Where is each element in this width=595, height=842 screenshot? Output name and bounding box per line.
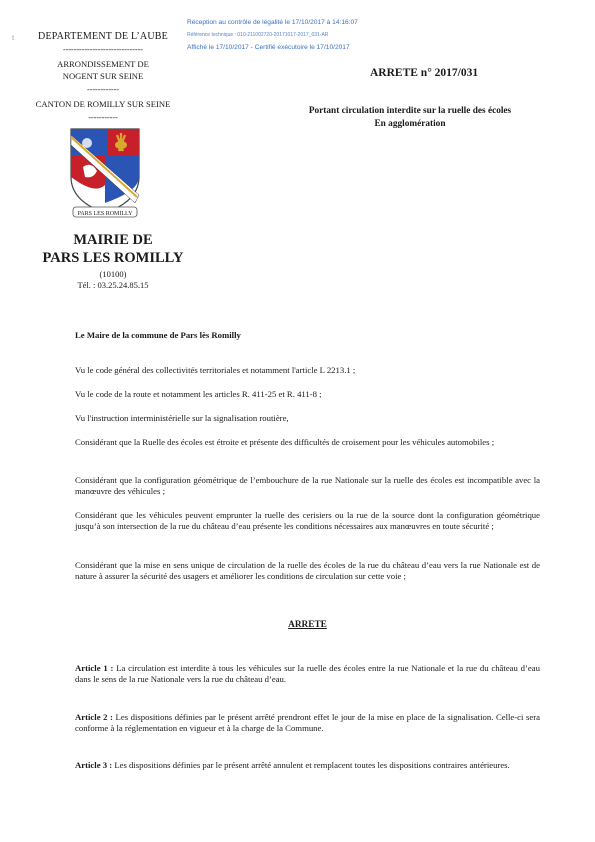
article-label: Article 3 :: [75, 760, 113, 770]
recital-paragraph: Considérant que la Ruelle des écoles est étroite et présente des difficultés de croisement pour les véhicules automobiles ;: [75, 437, 495, 447]
decree-subject-line-2: En agglomération: [374, 119, 446, 129]
section-title-arrete: ARRETE: [288, 620, 327, 630]
legality-stamp-line-1: Réception au contrôle de légalité le 17/10/2017 à 14:16:07: [187, 19, 358, 26]
recital-paragraph: Vu le code général des collectivités territoriales et notamment l'article L 2213.1 ;: [75, 365, 356, 375]
recital-paragraph: Vu l'instruction interministérielle sur la signalisation routière,: [75, 413, 289, 423]
legality-stamp-line-3: Affiché le 17/10/2017 - Certifié exécutoire le 17/10/2017: [187, 44, 350, 51]
margin-mark: t: [12, 33, 15, 42]
article-text: La circulation est interdite à tous les véhicules sur la ruelle des écoles entre la rue Nationale et la rue du château d’eau dans le sens de la rue Nationale vers la rue du château d’eau.: [75, 663, 540, 685]
decree-lead: Le Maire de la commune de Pars lès Romilly: [75, 330, 241, 340]
mairie-title-line-2: PARS LES ROMILLY: [42, 250, 184, 266]
article-3: [75, 760, 540, 771]
decree-number: ARRETE n° 2017/031: [370, 67, 479, 79]
arrondissement-name: NOGENT SUR SEINE: [62, 71, 144, 81]
recital-paragraph: Considérant que les véhicules peuvent emprunter la ruelle des cerisiers ou la rue de la source dont la configuration géométrique jusqu’à son intersection de la rue du château d’eau présente les conditions nécessaires aux manœuvres en toute sécurité ;: [75, 510, 540, 532]
arrondissement-label: ARRONDISSEMENT DE: [57, 59, 149, 69]
article-text: Les dispositions définies par le présent arrêté annulent et remplacent toutes les dispositions contraires antérieures.: [114, 760, 510, 770]
recital-paragraph: Considérant que la configuration géométrique de l’embouchure de la rue Nationale sur la ruelle des écoles est incompatible avec la manœuvre des véhicules ;: [75, 475, 540, 497]
decree-subject-line-1: Portant circulation interdite sur la ruelle des écoles: [308, 106, 512, 116]
coat-of-arms-icon: [65, 125, 145, 225]
crest-banner-text: PARS LES ROMILLY: [77, 211, 133, 217]
canton-name: CANTON DE ROMILLY SUR SEINE: [35, 99, 171, 109]
department-name: DEPARTEMENT DE L’AUBE: [38, 31, 168, 42]
separator-dashes: ------------: [87, 85, 119, 94]
postal-code: (10100): [99, 269, 127, 279]
article-2: [75, 712, 540, 734]
article-label: Article 2 :: [75, 712, 113, 722]
mairie-title-line-1: MAIRIE DE: [73, 232, 153, 248]
recital-paragraph: Vu le code de la route et notamment les articles R. 411-25 et R. 411-8 ;: [75, 389, 322, 399]
article-label: Article 1 :: [75, 663, 114, 673]
separator-dashes: ------------------------------: [63, 45, 143, 54]
article-1: [75, 663, 540, 685]
recital-paragraph: Considérant que la mise en sens unique de circulation de la ruelle des écoles de la rue du château d’eau vers la rue Nationale est de nature à assurer la sécurité des usagers et améliorer les conditions de circulation sur cette voie ;: [75, 560, 540, 582]
article-text: Les dispositions définies par le présent arrêté prendront effet le jour de la mise en place de la signalisation. Celle-ci sera conforme à la réglementation en vigueur et à la charge de la Commune.: [75, 712, 540, 734]
separator-dashes: -----------: [88, 113, 118, 122]
phone-number: Tél. : 03.25.24.85.15: [77, 280, 149, 290]
legality-stamp-line-2: Référence technique : 010-211002720-20171017-2017_031-AR: [187, 32, 329, 38]
